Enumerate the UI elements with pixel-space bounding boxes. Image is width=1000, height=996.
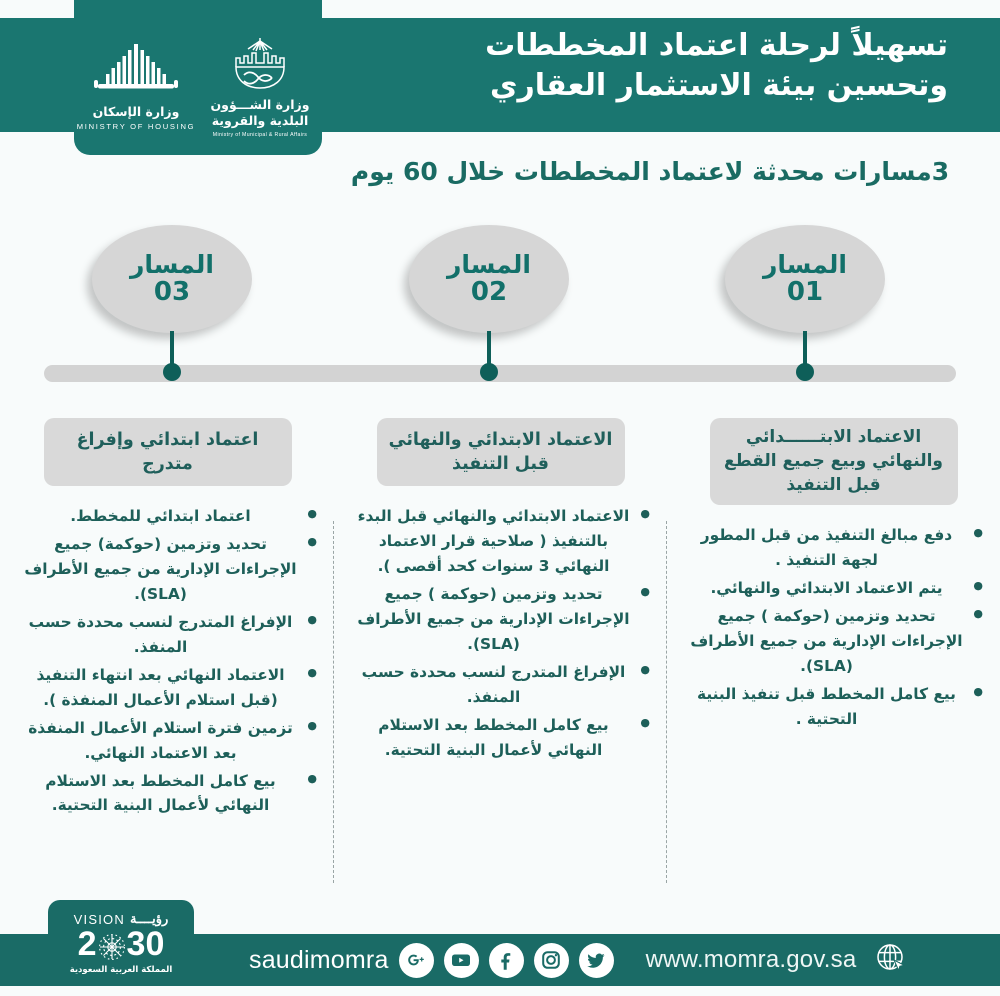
track-badge-03-bubble[interactable] [92,225,252,333]
logo-ministry-municipal-rural-affairs [201,17,319,137]
track-badge-03-number: 03 [153,276,191,307]
list-item: ● بيع كامل المخطط قبل تنفيذ البنية التحتية . [685,682,982,732]
track-pin-dot [796,363,814,381]
track-column-03-bullets [685,523,982,732]
youtube-icon[interactable] [444,943,479,978]
instagram-icon[interactable] [534,943,569,978]
track-column-01-bullets [19,504,316,818]
track-badge-01-bubble[interactable] [725,225,885,333]
vision-kingdom-label: المملكة العربية السعودية [69,964,173,975]
vision-label-ar: رؤيــــة [129,911,169,927]
logo-ministry-of-housing [77,24,195,132]
track-badge-01-number: 01 [786,276,824,307]
track-column-03-heading: الاعتماد الابتــــــدائي والنهائي وبيع جميع القطع قبل التنفيذ [710,418,958,505]
twitter-icon[interactable] [579,943,614,978]
list-item: ● تحديد وتزمين (حوكمة ) جميع الإجراءات الإدارية من جميع الأطراف (SLA). [685,604,982,679]
list-item: ● تحديد وتزمين (حوكمة ) جميع الإجراءات الإدارية من جميع الأطراف (SLA). [352,582,649,657]
track-pin-dot [163,363,181,381]
google-plus-icon[interactable] [399,943,434,978]
subtitle: 3مسارات محدثة لاعتماد المخططات خلال 60 يوم [350,157,950,186]
municipal-affairs-emblem-icon [224,31,296,93]
page-title [348,26,948,106]
list-item: ● الإفراغ المتدرج لنسب محددة حسب المنفذ. [19,610,316,660]
logo-housing-label-en: MINISTRY OF HOUSING [76,122,196,132]
list-item: ● الإفراغ المتدرج لنسب محددة حسب المنفذ. [352,660,649,710]
website-url[interactable]: www.momra.gov.sa [645,946,857,973]
page-title-line2: وتحسين بيئة الاستثمار العقاري [490,67,948,103]
vision-2030-logo [48,900,194,986]
footer-content [225,934,987,986]
track-badge-02-label: المسار [447,249,531,279]
track-column-02 [334,418,667,898]
logo-municipal-label: وزارة الشـــؤون البلدية والقروية [210,97,310,128]
housing-wordmark-icon [90,38,182,100]
track-column-02-heading: الاعتماد الابتدائي والنهائي قبل التنفيذ [377,418,625,486]
track-badge-02-number: 02 [470,276,508,307]
list-item: ● الاعتماد الابتدائي والنهائي قبل البدء بالتنفيذ ( صلاحية قرار الاعتماد النهائي 3 سنوات كحد أقصى ). [352,504,649,579]
list-item: ● دفع مبالغ التنفيذ من قبل المطور لجهة التنفيذ . [685,523,982,573]
track-column-01-heading: اعتماد ابتدائي وإفراغ متدرج [44,418,292,486]
facebook-icon[interactable] [489,943,524,978]
vision-2030-year [77,925,165,964]
list-item: ● يتم الاعتماد الابتدائي والنهائي. [685,576,982,601]
track-column-03 [667,418,1000,898]
track-badge-03-label: المسار [130,249,214,279]
vision-year-left: 2 [77,925,97,964]
track-column-01 [1,418,334,898]
track-badge-02-bubble[interactable] [409,225,569,333]
vision-year-right: 30 [126,925,165,964]
list-item: ● الاعتماد النهائي بعد انتهاء التنفيذ (قبل استلام الأعمال المنفذة ). [19,663,316,713]
vision-emblem-icon [97,927,127,961]
list-item: ● اعتماد ابتدائي للمخطط. [19,504,316,529]
list-item: ● بيع كامل المخطط بعد الاستلام النهائي لأعمال البنية التحتية. [19,769,316,819]
track-badge-01[interactable] [705,225,905,385]
list-item: ● تزمين فترة استلام الأعمال المنفذة بعد الاعتماد النهائي. [19,716,316,766]
track-badge-02[interactable] [389,225,589,385]
logo-municipal-label-en: Ministry of Municipal & Rural Affairs [212,131,308,138]
tracks-columns [0,418,1000,898]
social-handle: saudimomra [249,945,389,974]
page-title-line1: تسهيلاً لرحلة اعتماد المخططات [485,28,948,63]
track-badge-01-label: المسار [763,249,847,279]
list-item: ● تحديد وتزمين (حوكمة) جميع الإجراءات الإدارية من جميع الأطراف (SLA). [19,532,316,607]
track-badge-03[interactable] [72,225,272,385]
ministry-logos-card [74,0,322,155]
vision-label-en: VISION [73,911,125,927]
logo-housing-label: وزارة الإسكان [92,103,180,119]
track-column-02-bullets [352,504,649,763]
globe-cursor-icon [874,941,908,979]
list-item: ● بيع كامل المخطط بعد الاستلام النهائي لأعمال البنية التحتية. [352,713,649,763]
track-pin-dot [480,363,498,381]
